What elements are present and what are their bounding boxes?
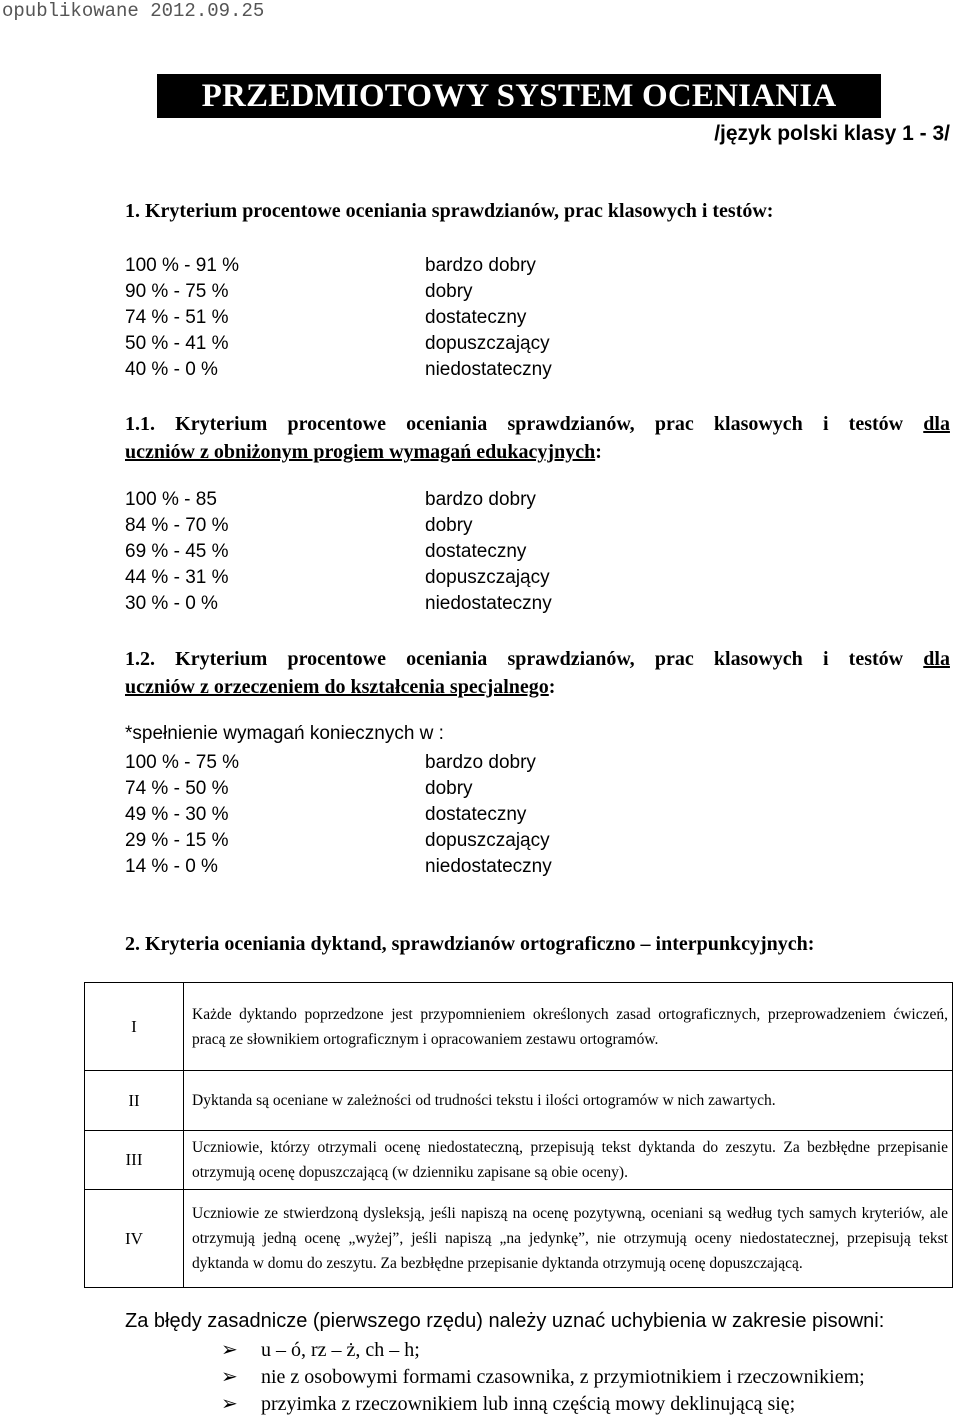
grade-range: 74 % - 50 % bbox=[125, 778, 229, 799]
section-1-1-heading-line-1 bbox=[125, 410, 950, 438]
heading-word: testów bbox=[848, 648, 904, 670]
arrow-bullet-icon: ➢ bbox=[221, 1366, 238, 1388]
grade-range: 49 % - 30 % bbox=[125, 804, 229, 825]
section-1-2-grade-list bbox=[125, 750, 552, 880]
grade-row bbox=[125, 253, 552, 279]
heading-word: 1.2. bbox=[125, 648, 155, 670]
section-1-1-grade-list bbox=[125, 487, 552, 617]
grade-label: dopuszczający bbox=[425, 567, 550, 588]
row-numeral: I bbox=[85, 983, 184, 1071]
errors-lead: Za błędy zasadnicze (pierwszego rzędu) należy uznać uchybienia w zakresie pisowni: bbox=[125, 1310, 885, 1332]
grade-row bbox=[125, 828, 552, 854]
grade-row bbox=[125, 539, 552, 565]
grade-row bbox=[125, 591, 552, 617]
section-1-1-heading-line-2 bbox=[125, 438, 950, 466]
heading-underlined-word: dla bbox=[923, 648, 950, 670]
row-numeral: IV bbox=[85, 1190, 184, 1288]
heading-word: sprawdzianów, bbox=[507, 413, 635, 435]
grade-label: dostateczny bbox=[425, 307, 527, 328]
grade-row bbox=[125, 854, 552, 880]
grade-label: dobry bbox=[425, 281, 473, 302]
grade-label: dopuszczający bbox=[425, 830, 550, 851]
grade-range: 14 % - 0 % bbox=[125, 856, 218, 877]
heading-word: prac bbox=[654, 413, 694, 435]
grade-row bbox=[125, 331, 552, 357]
grade-label: niedostateczny bbox=[425, 856, 552, 877]
grade-row bbox=[125, 513, 552, 539]
grade-row bbox=[125, 776, 552, 802]
table-row bbox=[85, 1071, 953, 1131]
heading-word: i bbox=[822, 413, 829, 435]
grade-range: 44 % - 31 % bbox=[125, 567, 229, 588]
grade-range: 100 % - 91 % bbox=[125, 255, 240, 276]
grade-range: 84 % - 70 % bbox=[125, 515, 229, 536]
table-row bbox=[85, 983, 953, 1071]
row-text: Każde dyktando poprzedzone jest przypomnieniem określonych zasad ortograficznych, przeprowadzeniem ćwiczeń, pracą ze słownikiem ortograficznym i opracowaniem zestawu ortogramów. bbox=[184, 983, 953, 1071]
grade-label: dopuszczający bbox=[425, 333, 550, 354]
list-item bbox=[221, 1391, 865, 1418]
table-row bbox=[85, 1190, 953, 1288]
grade-range: 40 % - 0 % bbox=[125, 359, 218, 380]
heading-word: prac bbox=[654, 648, 694, 670]
grade-range: 100 % - 75 % bbox=[125, 752, 240, 773]
errors-bullet-list bbox=[221, 1337, 865, 1418]
grade-label: niedostateczny bbox=[425, 359, 552, 380]
heading-colon: : bbox=[595, 441, 602, 463]
heading-word: klasowych bbox=[713, 413, 803, 435]
grade-label: dostateczny bbox=[425, 541, 527, 562]
heading-colon: : bbox=[548, 676, 556, 698]
row-numeral: II bbox=[85, 1071, 184, 1131]
grade-label: dobry bbox=[425, 515, 473, 536]
grade-label: niedostateczny bbox=[425, 593, 552, 614]
grade-range: 100 % - 85 bbox=[125, 489, 217, 510]
arrow-bullet-icon: ➢ bbox=[221, 1393, 238, 1415]
heading-word: 1.1. bbox=[125, 413, 155, 435]
section-1-2-heading bbox=[125, 645, 950, 701]
list-item-text: przyimka z rzeczownikiem lub inną częścią mowy deklinującą się; bbox=[261, 1393, 796, 1415]
section-1-grade-list bbox=[125, 253, 552, 383]
published-date: opublikowane 2012.09.25 bbox=[2, 0, 265, 22]
heading-word: Kryterium bbox=[175, 648, 268, 670]
grade-row bbox=[125, 802, 552, 828]
grade-range: 74 % - 51 % bbox=[125, 307, 229, 328]
row-numeral: III bbox=[85, 1131, 184, 1190]
heading-word: Kryterium bbox=[175, 413, 268, 435]
heading-underlined-phrase: uczniów z obniżonym progiem wymagań edukacyjnych bbox=[125, 441, 596, 463]
heading-word: procentowe bbox=[287, 413, 386, 435]
grade-label: bardzo dobry bbox=[425, 489, 536, 510]
grade-label: dobry bbox=[425, 778, 473, 799]
section-1-heading: 1. Kryterium procentowe oceniania sprawdzianów, prac klasowych i testów: bbox=[125, 200, 774, 222]
section-1-1-heading bbox=[125, 410, 950, 466]
grade-range: 69 % - 45 % bbox=[125, 541, 229, 562]
heading-word: procentowe bbox=[287, 648, 386, 670]
grade-label: bardzo dobry bbox=[425, 255, 536, 276]
heading-word: i bbox=[822, 648, 829, 670]
row-text: Dyktanda są oceniane w zależności od trudności tekstu i ilości ortogramów w nich zawartych. bbox=[184, 1071, 953, 1131]
heading-word: sprawdzianów, bbox=[507, 648, 635, 670]
list-item bbox=[221, 1337, 865, 1364]
table-row bbox=[85, 1131, 953, 1190]
document-title: PRZEDMIOTOWY SYSTEM OCENIANIA bbox=[201, 78, 837, 114]
section-1-2-heading-line-2 bbox=[125, 673, 950, 701]
grade-row bbox=[125, 279, 552, 305]
grade-range: 29 % - 15 % bbox=[125, 830, 229, 851]
grade-row bbox=[125, 357, 552, 383]
list-item bbox=[221, 1364, 865, 1391]
heading-word: oceniania bbox=[406, 648, 488, 670]
arrow-bullet-icon: ➢ bbox=[221, 1339, 238, 1361]
section-1-2-heading-line-1 bbox=[125, 645, 950, 673]
grade-row bbox=[125, 750, 552, 776]
document-subtitle: /język polski klasy 1 - 3/ bbox=[714, 122, 950, 145]
grade-range: 90 % - 75 % bbox=[125, 281, 229, 302]
grade-label: dostateczny bbox=[425, 804, 527, 825]
section-2-heading: 2. Kryteria oceniania dyktand, sprawdzianów ortograficzno – interpunkcyjnych: bbox=[125, 933, 815, 955]
grade-row bbox=[125, 305, 552, 331]
heading-word: testów bbox=[848, 413, 904, 435]
row-text: Uczniowie ze stwierdzoną dysleksją, jeśli napiszą na ocenę pozytywną, oceniani są według tych samych kryteriów, ale otrzymują jedną ocenę „wyżej”, jeśli napiszą „na jedynkę”, nie otrzymują oceny niedostatecznej, przepisują tekst dyktanda w domu do zeszytu. Za bezbłędne przepisanie dyktanda otrzymują ocenę dopuszczającą. bbox=[184, 1190, 953, 1288]
row-text: Uczniowie, którzy otrzymali ocenę niedostateczną, przepisują tekst dyktanda do zeszytu. Za bezbłędne przepisanie otrzymują ocenę dopuszczającą (w dzienniku zapisane są obie oceny). bbox=[184, 1131, 953, 1190]
grade-label: bardzo dobry bbox=[425, 752, 536, 773]
grade-range: 30 % - 0 % bbox=[125, 593, 218, 614]
dictation-criteria-table bbox=[84, 982, 953, 1288]
grade-row bbox=[125, 487, 552, 513]
heading-underlined-word: dla bbox=[923, 413, 950, 435]
grade-row bbox=[125, 565, 552, 591]
list-item-text: u – ó, rz – ż, ch – h; bbox=[261, 1339, 420, 1361]
heading-word: klasowych bbox=[713, 648, 803, 670]
section-1-2-note: *spełnienie wymagań koniecznych w : bbox=[125, 723, 444, 744]
grade-range: 50 % - 41 % bbox=[125, 333, 229, 354]
heading-underlined-phrase: uczniów z orzeczeniem do kształcenia specjalnego bbox=[125, 676, 549, 698]
list-item-text: nie z osobowymi formami czasownika, z przymiotnikiem i rzeczownikiem; bbox=[261, 1366, 865, 1388]
heading-word: oceniania bbox=[406, 413, 488, 435]
